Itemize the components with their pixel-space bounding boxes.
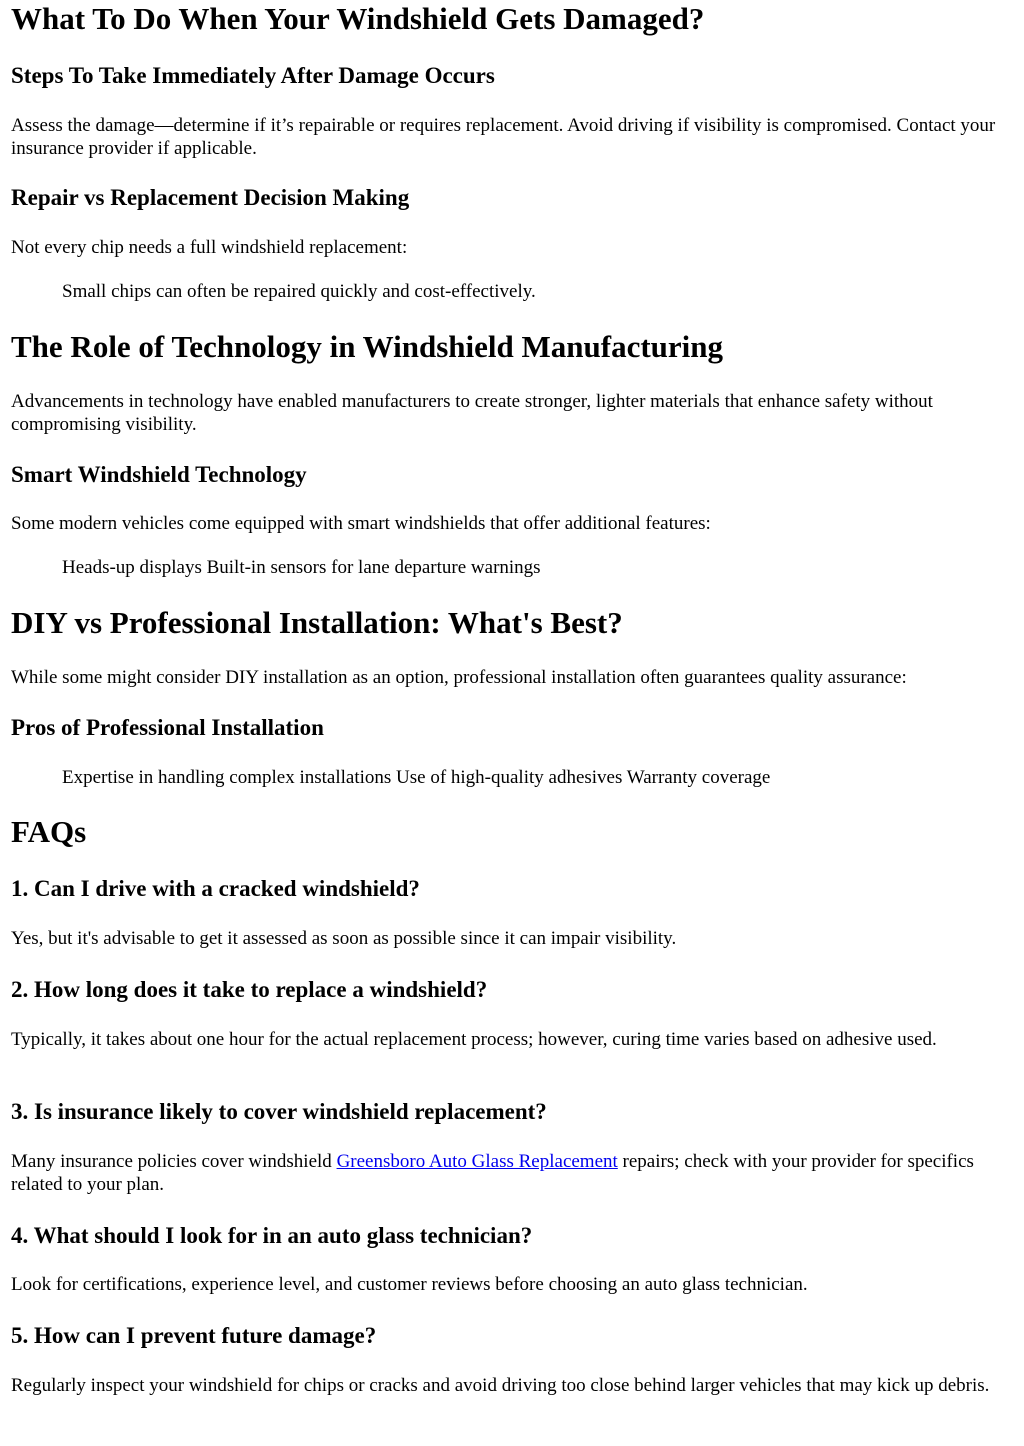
faq-answer-3-text-before: Many insurance policies cover windshield (11, 1151, 337, 1172)
faq-question-4: 4. What should I look for in an auto glass technician? (11, 1223, 533, 1248)
paragraph-smart-windshield: Some modern vehicles come equipped with smart windshields that offer additional features: (11, 513, 711, 534)
section-heading-diy-vs-professional: DIY vs Professional Installation: What's Best? (11, 605, 623, 640)
section-heading-windshield-damaged: What To Do When Your Windshield Gets Damaged? (11, 1, 705, 36)
greensboro-auto-glass-link[interactable]: Greensboro Auto Glass Replacement (336, 1151, 618, 1172)
faq-question-2: 2. How long does it take to replace a windshield? (11, 977, 488, 1002)
faq-question-1: 1. Can I drive with a cracked windshield? (11, 876, 420, 901)
subheading-repair-vs-replacement: Repair vs Replacement Decision Making (11, 185, 410, 210)
list-repair-options: Small chips can often be repaired quickly and cost-effectively. (62, 281, 536, 302)
section-heading-faqs: FAQs (11, 814, 87, 849)
faq-answer-3 (11, 1150, 1017, 1196)
list-pros-professional: Expertise in handling complex installations Use of high-quality adhesives Warranty coverage (62, 767, 771, 788)
faq-question-5: 5. How can I prevent future damage? (11, 1323, 377, 1348)
paragraph-steps-after-damage: Assess the damage—determine if it’s repairable or requires replacement. Avoid driving if visibility is compromised. Contact your insurance provider if applicable. (11, 115, 996, 159)
section-heading-technology: The Role of Technology in Windshield Manufacturing (11, 329, 724, 364)
paragraph-repair-vs-replacement: Not every chip needs a full windshield replacement: (11, 237, 408, 258)
faq-answer-3-text-after: repairs; check with your provider for specifics related to your plan. (11, 1151, 974, 1195)
list-smart-features: Heads-up displays Built-in sensors for lane departure warnings (62, 557, 541, 578)
faq-answer-5: Regularly inspect your windshield for chips or cracks and avoid driving too close behind larger vehicles that may kick up debris. (11, 1375, 990, 1396)
faq-answer-1: Yes, but it's advisable to get it assessed as soon as possible since it can impair visibility. (11, 928, 677, 949)
faq-question-3: 3. Is insurance likely to cover windshield replacement? (11, 1099, 547, 1124)
subheading-pros-professional: Pros of Professional Installation (11, 715, 324, 740)
faq-answer-4: Look for certifications, experience level, and customer reviews before choosing an auto glass technician. (11, 1274, 808, 1295)
paragraph-diy-vs-professional: While some might consider DIY installation as an option, professional installation often guarantees quality assurance: (11, 667, 907, 688)
faq-answer-2: Typically, it takes about one hour for the actual replacement process; however, curing time varies based on adhesive used. (11, 1029, 937, 1050)
subheading-smart-windshield: Smart Windshield Technology (11, 462, 307, 487)
subheading-steps-after-damage: Steps To Take Immediately After Damage Occurs (11, 63, 495, 88)
paragraph-technology: Advancements in technology have enabled manufacturers to create stronger, lighter materials that enhance safety without compromising visibility. (11, 391, 933, 435)
